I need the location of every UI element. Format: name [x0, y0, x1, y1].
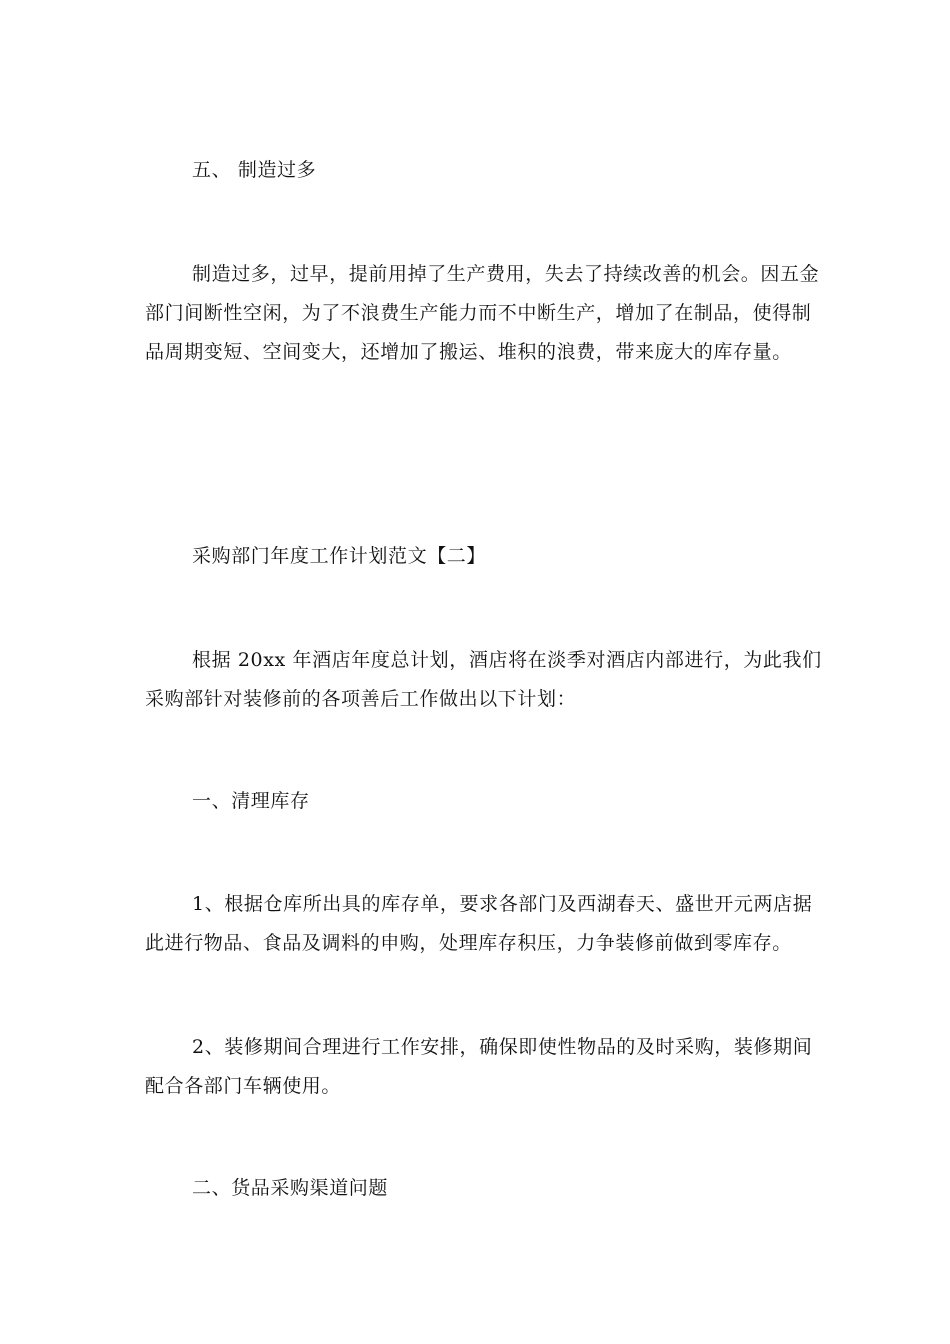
- paragraph-line: 2、装修期间合理进行工作安排，确保即使性物品的及时采购，装修期间: [192, 1036, 813, 1058]
- paragraph-line: 采购部针对装修前的各项善后工作做出以下计划：: [145, 688, 577, 710]
- paragraph-line: 部门间断性空闲，为了不浪费生产能力而不中断生产，增加了在制品，使得制: [145, 302, 812, 324]
- paragraph-line: 根据 20xx 年酒店年度总计划，酒店将在淡季对酒店内部进行，为此我们: [192, 649, 822, 671]
- paragraph-line: 品周期变短、空间变大，还增加了搬运、堆积的浪费，带来庞大的库存量。: [145, 341, 792, 363]
- paragraph-line: 此进行物品、食品及调料的申购，处理库存积压，力争装修前做到零库存。: [145, 932, 792, 954]
- paragraph-line: 制造过多，过早，提前用掉了生产费用，失去了持续改善的机会。因五金: [192, 263, 820, 285]
- section-heading-purchasing-channels: 二、货品采购渠道问题: [192, 1177, 389, 1199]
- section-heading-manufacturing-excess: 五、 制造过多: [192, 159, 317, 181]
- paragraph-line: 配合各部门车辆使用。: [145, 1075, 342, 1097]
- paragraph-line: 1、根据仓库所出具的库存单，要求各部门及西湖春天、盛世开元两店据: [192, 893, 813, 915]
- section-heading-clear-inventory: 一、清理库存: [192, 790, 310, 812]
- document-title-part-two: 采购部门年度工作计划范文【二】: [192, 545, 487, 567]
